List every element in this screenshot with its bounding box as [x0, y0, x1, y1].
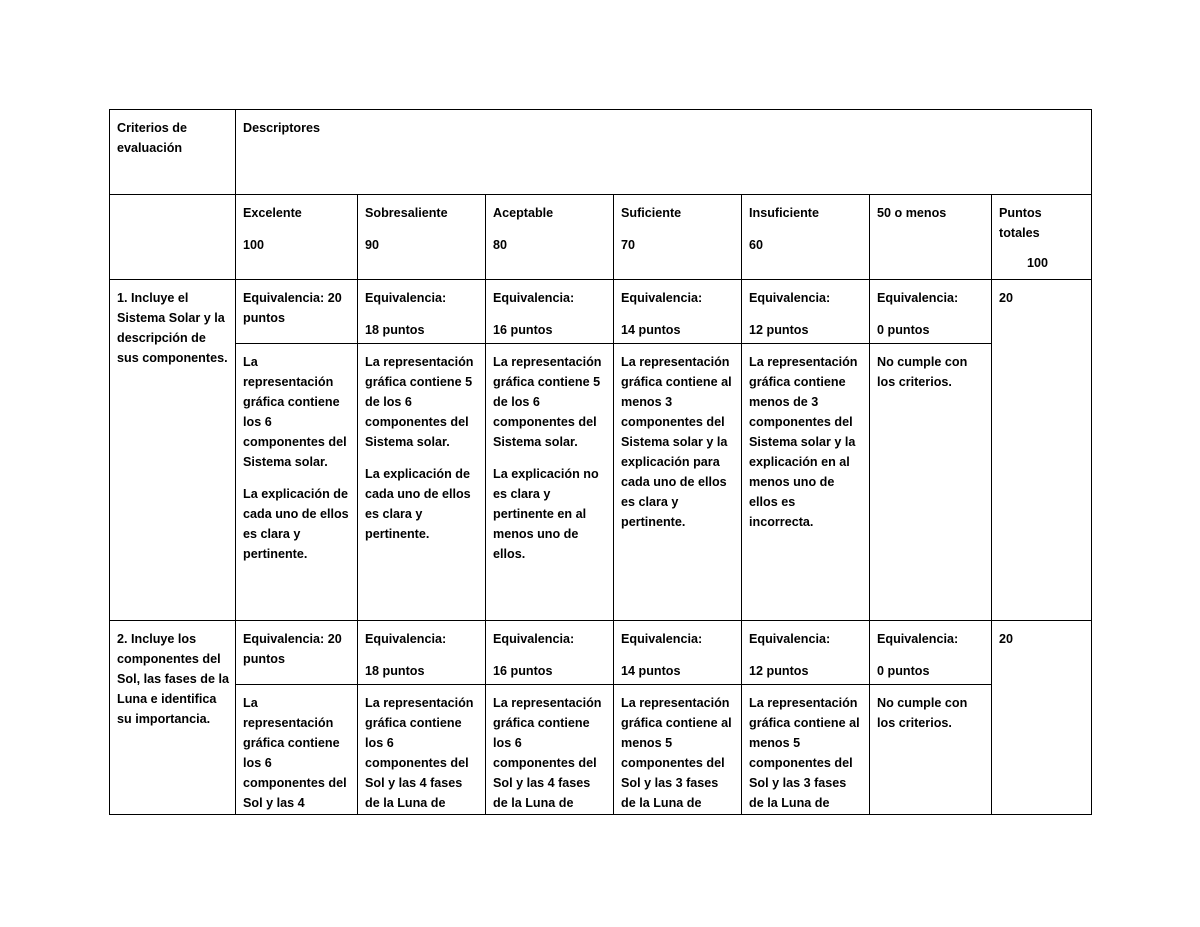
equivalence-cell: [486, 280, 614, 344]
description-cell: [870, 344, 992, 621]
criterion-total: 20: [999, 632, 1014, 646]
level-name: 50 o menos: [877, 206, 947, 220]
equivalence-label: Equivalencia:: [365, 291, 447, 305]
description-text: La explicación no es clara y pertinente en al menos uno de ellos.: [493, 467, 599, 561]
description-text: La representación gráfica contiene los 6 componentes del Sol y las 4: [243, 696, 347, 810]
description-text: La explicación de cada uno de ellos es clara y pertinente.: [365, 467, 471, 541]
equivalence-points: 16 puntos: [493, 323, 553, 337]
equivalence-label: Equivalencia:: [877, 632, 959, 646]
criterion-total-cell: [992, 621, 1092, 815]
description-text: La representación gráfica contiene los 6 componentes del Sistema solar.: [243, 355, 347, 469]
level-name: Suficiente: [621, 206, 682, 220]
total-header-value: 100: [1027, 256, 1049, 270]
equivalence-label: Equivalencia:: [877, 291, 959, 305]
equivalence-points: 12 puntos: [749, 323, 809, 337]
level-name: Aceptable: [493, 206, 554, 220]
description-text: La representación gráfica contiene 5 de los 6 componentes del Sistema solar.: [365, 355, 474, 449]
descriptors-header-label: Descriptores: [243, 121, 320, 135]
level-score: 60: [749, 238, 764, 252]
description-text: La representación gráfica contiene al menos 5 componentes del Sol y las 3 fases de la Luna de: [749, 696, 860, 810]
description-cell: [486, 685, 614, 815]
equivalence-points: 0 puntos: [877, 664, 930, 678]
equivalence-label: Equivalencia:: [621, 632, 703, 646]
levels-empty-cell: [110, 195, 236, 280]
criteria-header: [110, 110, 236, 195]
equivalence-points: 14 puntos: [621, 664, 681, 678]
equivalence-cell: [236, 621, 358, 685]
level-cell: [614, 195, 742, 280]
equivalence-cell: [742, 280, 870, 344]
equivalence-points: 18 puntos: [365, 323, 425, 337]
descriptors-header: [236, 110, 1092, 195]
level-name: Insuficiente: [749, 206, 819, 220]
equivalence-label: Equivalencia:: [493, 291, 575, 305]
rubric-table: [109, 109, 1092, 815]
description-cell: [358, 344, 486, 621]
equivalence-points: 18 puntos: [365, 664, 425, 678]
equivalence-label: Equivalencia: 20 puntos: [243, 291, 342, 325]
equivalence-points: 0 puntos: [877, 323, 930, 337]
criteria-header-label: Criterios de evaluación: [117, 121, 187, 155]
level-name: Sobresaliente: [365, 206, 448, 220]
level-score: 100: [243, 238, 265, 252]
description-cell: [742, 344, 870, 621]
criterion-text: 1. Incluye el Sistema Solar y la descripción de sus componentes.: [117, 291, 228, 365]
equivalence-cell: [870, 280, 992, 344]
level-score: 90: [365, 238, 380, 252]
equivalence-label: Equivalencia:: [365, 632, 447, 646]
equivalence-cell: [358, 621, 486, 685]
equivalence-cell: [486, 621, 614, 685]
description-cell: [614, 344, 742, 621]
equivalence-label: Equivalencia: 20 puntos: [243, 632, 342, 666]
equivalence-cell: [742, 621, 870, 685]
equivalence-points: 12 puntos: [749, 664, 809, 678]
description-text: La representación gráfica contiene al menos 5 componentes del Sol y las 3 fases de la Luna de: [621, 696, 732, 810]
equivalence-label: Equivalencia:: [493, 632, 575, 646]
equivalence-cell: [358, 280, 486, 344]
description-text: No cumple con los criterios.: [877, 696, 968, 730]
criterion-cell: [110, 280, 236, 621]
description-cell: [742, 685, 870, 815]
criterion-total-cell: [992, 280, 1092, 621]
description-cell: [614, 685, 742, 815]
level-cell: [742, 195, 870, 280]
equivalence-label: Equivalencia:: [749, 632, 831, 646]
level-cell: [236, 195, 358, 280]
description-cell: [486, 344, 614, 621]
level-cell: [358, 195, 486, 280]
description-text: No cumple con los criterios.: [877, 355, 968, 389]
equivalence-cell: [614, 621, 742, 685]
criterion-total: 20: [999, 291, 1014, 305]
equivalence-cell: [236, 280, 358, 344]
description-cell: [236, 344, 358, 621]
equivalence-label: Equivalencia:: [749, 291, 831, 305]
description-cell: [236, 685, 358, 815]
equivalence-cell: [614, 280, 742, 344]
level-cell: [870, 195, 992, 280]
description-text: La representación gráfica contiene 5 de los 6 componentes del Sistema solar.: [493, 355, 602, 449]
total-header-cell: [992, 195, 1092, 280]
description-text: La explicación de cada uno de ellos es clara y pertinente.: [243, 487, 349, 561]
equivalence-points: 14 puntos: [621, 323, 681, 337]
level-cell: [486, 195, 614, 280]
description-text: La representación gráfica contiene los 6 componentes del Sol y las 4 fases de la Luna de: [365, 696, 474, 810]
level-score: 70: [621, 238, 636, 252]
description-cell: [870, 685, 992, 815]
equivalence-label: Equivalencia:: [621, 291, 703, 305]
criterion-text: 2. Incluye los componentes del Sol, las fases de la Luna e identifica su importancia.: [117, 632, 230, 726]
level-score: 80: [493, 238, 508, 252]
total-header-label: Puntos totales: [999, 206, 1042, 240]
criterion-cell: [110, 621, 236, 815]
description-text: La representación gráfica contiene al menos 3 componentes del Sistema solar y la explicación para cada uno de ellos es clara y pertinente.: [621, 355, 732, 529]
equivalence-points: 16 puntos: [493, 664, 553, 678]
level-name: Excelente: [243, 206, 302, 220]
description-text: La representación gráfica contiene menos de 3 componentes del Sistema solar y la explicación en al menos uno de ellos es incorrecta.: [749, 355, 858, 529]
description-text: La representación gráfica contiene los 6 componentes del Sol y las 4 fases de la Luna de: [493, 696, 602, 810]
description-cell: [358, 685, 486, 815]
equivalence-cell: [870, 621, 992, 685]
